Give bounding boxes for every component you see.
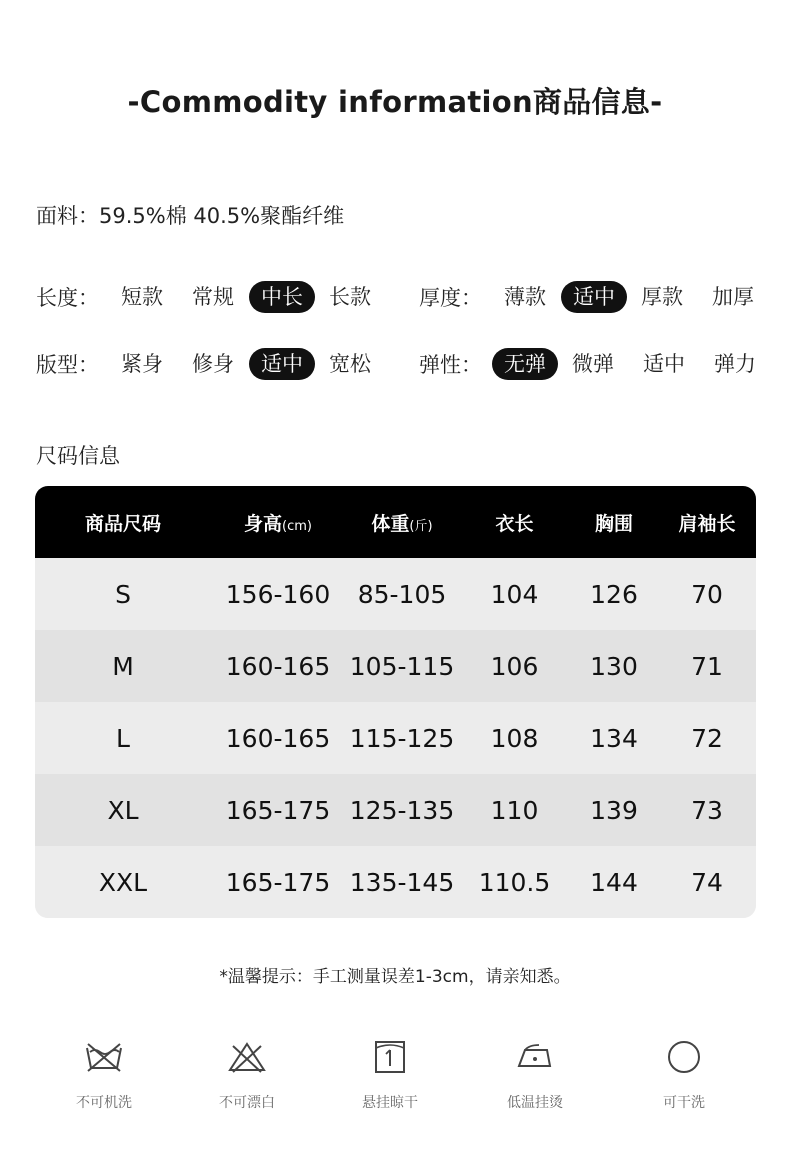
- care-item: [624, 1040, 744, 1112]
- table-cell: 160-165: [225, 651, 331, 681]
- care-label: 可干洗: [663, 1095, 705, 1111]
- table-cell: 165-175: [225, 795, 331, 825]
- attr-fit-label: 版型：: [36, 353, 99, 377]
- no-bleach-icon: [227, 1040, 267, 1074]
- care-label: 不可漂白: [219, 1095, 275, 1111]
- header-cell-label: 体重: [371, 512, 410, 535]
- table-cell: M: [112, 651, 134, 681]
- table-cell: L: [116, 723, 130, 753]
- table-cell: 72: [691, 723, 723, 753]
- header-cell-label: 衣长: [495, 512, 534, 535]
- attr-thickness-option: 厚款: [641, 285, 683, 309]
- attr-thickness-option-selected: 适中: [561, 281, 627, 313]
- header-cell-label: 身高: [244, 512, 283, 535]
- table-cell: 104: [490, 579, 539, 609]
- table-cell: 70: [691, 579, 723, 609]
- table-cell: 130: [590, 651, 638, 681]
- attr-elasticity-option: 微弹: [572, 352, 614, 376]
- care-item: [187, 1040, 307, 1112]
- attr-fit-option: 修身: [192, 352, 234, 376]
- attr-fit-option: 紧身: [121, 352, 163, 376]
- attr-length-label: 长度：: [36, 286, 99, 310]
- table-cell: 108: [490, 723, 539, 753]
- table-cell: 115-125: [349, 723, 455, 753]
- attr-length: [36, 280, 398, 314]
- measurement-note: *温馨提示：手工测量误差1-3cm，请亲知悉。: [219, 967, 571, 987]
- table-cell: 139: [590, 795, 638, 825]
- table-row: [35, 630, 756, 702]
- header-cell: [459, 509, 570, 536]
- table-cell: 74: [691, 867, 723, 897]
- attr-length-option: 长款: [329, 285, 371, 309]
- table-cell: 135-145: [349, 867, 455, 897]
- header-cell-label: 肩袖长: [678, 512, 736, 535]
- header-cell: [211, 509, 345, 536]
- attr-length-option-selected: 中长: [249, 281, 315, 313]
- attr-fit-option-selected: 适中: [249, 348, 315, 380]
- attr-thickness-option: 薄款: [504, 285, 546, 309]
- table-cell: 85-105: [357, 579, 447, 609]
- attr-elasticity-option: 弹力: [714, 352, 756, 376]
- size-table: [35, 486, 756, 918]
- table-cell: 156-160: [225, 579, 331, 609]
- table-row: [35, 774, 756, 846]
- care-item: [475, 1040, 595, 1112]
- attr-fit-option: 宽松: [329, 352, 371, 376]
- header-cell-label: 商品尺码: [84, 512, 161, 535]
- header-cell: [658, 509, 756, 536]
- attr-length-option: 短款: [121, 285, 163, 309]
- table-row: [35, 846, 756, 918]
- table-row: [35, 558, 756, 630]
- care-label: 不可机洗: [76, 1095, 132, 1111]
- attr-fit: [36, 347, 398, 381]
- table-cell: 134: [590, 723, 638, 753]
- table-cell: 71: [691, 651, 723, 681]
- attr-length-option: 常规: [192, 285, 234, 309]
- attr-elasticity-label: 弹性：: [419, 353, 482, 377]
- header-cell-unit: (斤): [409, 518, 433, 534]
- header-cell-unit: (cm): [282, 518, 312, 534]
- header-cell: [345, 509, 459, 536]
- table-cell: 160-165: [225, 723, 331, 753]
- attr-elasticity: [419, 347, 783, 381]
- table-cell: 125-135: [349, 795, 455, 825]
- low-iron-icon: [515, 1040, 555, 1074]
- table-cell: XXL: [98, 867, 148, 897]
- table-row: [35, 702, 756, 774]
- table-cell: 106: [490, 651, 539, 681]
- header-cell: [35, 509, 211, 536]
- no-wash-icon: [84, 1040, 124, 1074]
- table-cell: XL: [107, 795, 139, 825]
- fabric-composition: 面料：59.5%棉 40.5%聚酯纤维: [36, 204, 345, 228]
- table-cell: S: [115, 579, 131, 609]
- table-cell: 165-175: [225, 867, 331, 897]
- attr-elasticity-option-selected: 无弹: [492, 348, 558, 380]
- care-label: 低温挂烫: [507, 1095, 563, 1111]
- attr-elasticity-option: 适中: [643, 352, 685, 376]
- attr-thickness-label: 厚度：: [419, 286, 482, 310]
- table-cell: 144: [590, 867, 638, 897]
- care-item: [330, 1040, 450, 1112]
- header-cell: [570, 509, 658, 536]
- table-cell: 126: [590, 579, 638, 609]
- size-info-title: 尺码信息: [36, 444, 120, 468]
- table-cell: 110: [490, 795, 539, 825]
- care-label: 悬挂晾干: [362, 1095, 418, 1111]
- size-table-header: [35, 486, 756, 558]
- care-item: [44, 1040, 164, 1112]
- table-cell: 110.5: [478, 867, 551, 897]
- dry-clean-icon: [664, 1040, 704, 1074]
- page-title: -Commodity information商品信息-: [127, 85, 663, 119]
- table-cell: 105-115: [349, 651, 455, 681]
- attr-thickness: [419, 280, 781, 314]
- hang-dry-icon: [370, 1040, 410, 1074]
- table-cell: 73: [691, 795, 723, 825]
- header-cell-label: 胸围: [594, 512, 633, 535]
- attr-thickness-option: 加厚: [712, 285, 754, 309]
